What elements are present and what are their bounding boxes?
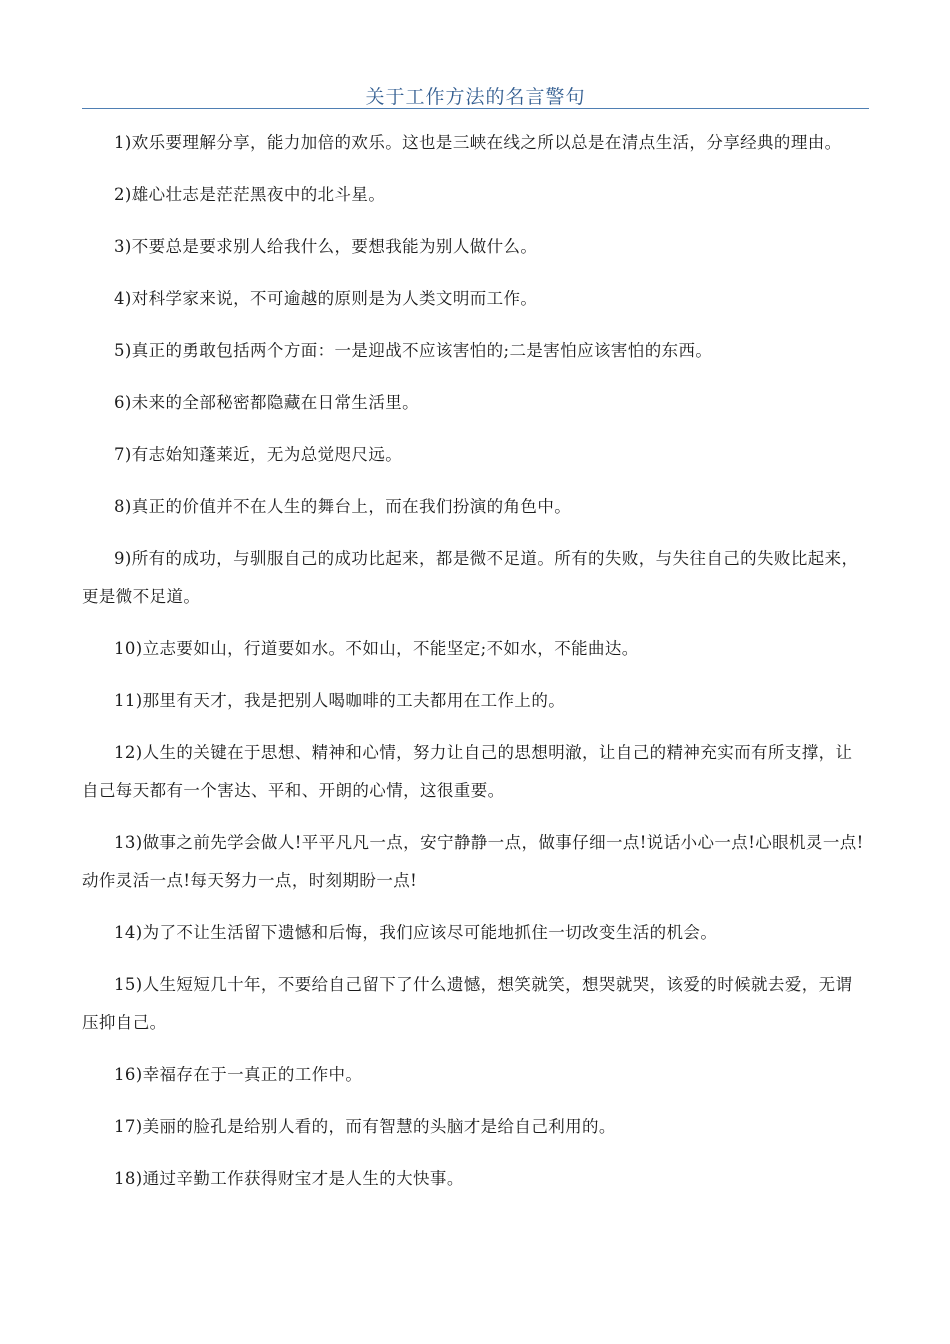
quote-paragraph-15: 15)人生短短几十年，不要给自己留下了什么遗憾，想笑就笑，想哭就哭，该爱的时候就去爱，无谓压抑自己。 <box>82 975 853 1032</box>
quote-paragraph-3: 3)不要总是要求别人给我什么，要想我能为别人做什么。 <box>114 237 538 256</box>
quote-paragraph-2: 2)雄心壮志是茫茫黑夜中的北斗星。 <box>114 185 386 204</box>
quote-paragraph-6: 6)未来的全部秘密都隐藏在日常生活里。 <box>114 393 420 412</box>
quote-paragraph-9: 9)所有的成功，与驯服自己的成功比起来，都是微不足道。所有的失败，与失往自己的失败比起来，更是微不足道。 <box>82 549 859 606</box>
quote-paragraph-4: 4)对科学家来说，不可逾越的原则是为人类文明而工作。 <box>114 289 538 308</box>
quote-paragraph-10: 10)立志要如山，行道要如水。不如山，不能坚定;不如水，不能曲达。 <box>114 639 639 658</box>
quote-paragraph-14: 14)为了不让生活留下遗憾和后悔，我们应该尽可能地抓住一切改变生活的机会。 <box>114 923 718 942</box>
quote-paragraph-11: 11)那里有天才，我是把别人喝咖啡的工夫都用在工作上的。 <box>114 691 566 710</box>
document-body <box>82 124 869 1212</box>
quote-paragraph-18: 18)通过辛勤工作获得财宝才是人生的大快事。 <box>114 1169 464 1188</box>
document-title: 关于工作方法的名言警句 <box>365 86 586 108</box>
page-header <box>82 78 869 109</box>
quote-paragraph-13: 13)做事之前先学会做人!平平凡凡一点，安宁静静一点，做事仔细一点!说话小心一点!心眼机灵一点!动作灵活一点!每天努力一点，时刻期盼一点! <box>82 833 864 890</box>
quote-paragraph-17: 17)美丽的脸孔是给别人看的，而有智慧的头脑才是给自己利用的。 <box>114 1117 616 1136</box>
quote-paragraph-8: 8)真正的价值并不在人生的舞台上，而在我们扮演的角色中。 <box>114 497 572 516</box>
quote-paragraph-1: 1)欢乐要理解分享，能力加倍的欢乐。这也是三峡在线之所以总是在清点生活，分享经典的理由。 <box>114 133 842 152</box>
quote-paragraph-12: 12)人生的关键在于思想、精神和心情，努力让自己的思想明澈，让自己的精神充实而有所支撑，让自己每天都有一个害达、平和、开朗的心情，这很重要。 <box>82 743 853 800</box>
quote-paragraph-16: 16)幸福存在于一真正的工作中。 <box>114 1065 363 1084</box>
quote-paragraph-5: 5)真正的勇敢包括两个方面：一是迎战不应该害怕的;二是害怕应该害怕的东西。 <box>114 341 713 360</box>
quote-paragraph-7: 7)有志始知蓬莱近，无为总觉咫尺远。 <box>114 445 403 464</box>
